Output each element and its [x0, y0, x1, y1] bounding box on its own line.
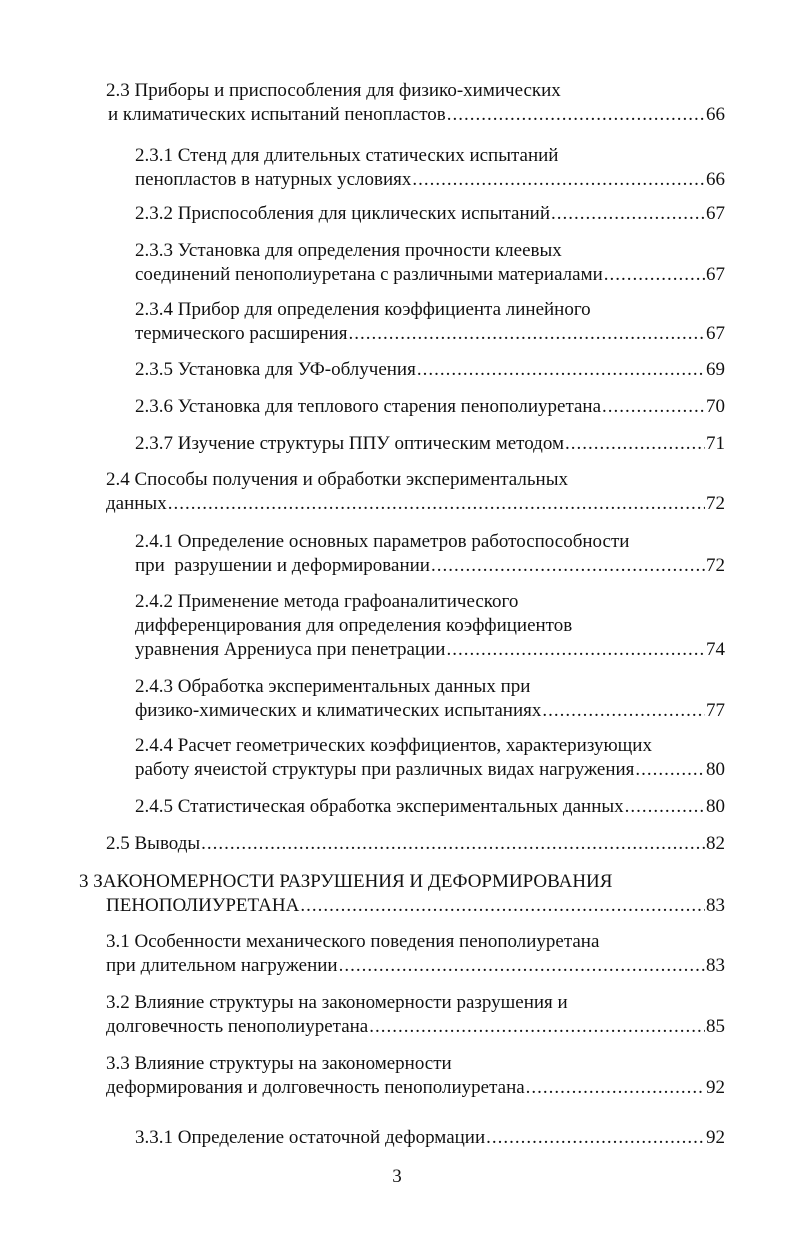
toc-page-number: 70: [706, 396, 725, 417]
toc-page-number: 69: [706, 359, 725, 380]
toc-entry-line: 2.3.5 Установка для УФ-облучения: [135, 359, 416, 380]
toc-entry-2-3-2[interactable]: [135, 202, 725, 226]
dot-leader: [447, 103, 705, 127]
toc-entry-line: 2.4 Способы получения и обработки экспериментальных: [106, 469, 568, 490]
dot-leader: [349, 322, 705, 346]
toc-entry-line: при длительном нагружении: [106, 955, 338, 976]
toc-entry-3-3-1[interactable]: [135, 1126, 725, 1150]
toc-page-number: 71: [706, 433, 725, 454]
toc-entry-3-3[interactable]: [106, 1052, 725, 1100]
toc-entry-line: 2.5 Выводы: [106, 833, 201, 854]
dot-leader: [412, 168, 705, 192]
toc-entry-line: 2.4.1 Определение основных параметров работоспособности: [135, 531, 630, 552]
toc-entry-2-4-2[interactable]: [135, 590, 725, 662]
toc-entry-line: термического расширения: [135, 323, 348, 344]
toc-entry-2-4[interactable]: [106, 468, 725, 516]
toc-entry-line: данных: [106, 493, 167, 514]
toc-entry-line: 2.3 Приборы и приспособления для физико-химических: [106, 80, 561, 101]
toc-entry-2-3-1[interactable]: [135, 144, 725, 192]
dot-leader: [201, 832, 705, 856]
dot-leader: [565, 432, 705, 456]
toc-page-number: 80: [706, 759, 725, 780]
toc-entry-line: 2.3.3 Установка для определения прочности клеевых: [135, 240, 562, 261]
toc-entry-2-4-1[interactable]: [135, 530, 725, 578]
toc-entry-2-5[interactable]: [106, 832, 725, 856]
toc-entry-2-4-4[interactable]: [135, 734, 725, 782]
dot-leader: [635, 758, 705, 782]
toc-entry-line: 2.3.6 Установка для теплового старения пенополиуретана: [135, 396, 602, 417]
toc-entry-2-4-5[interactable]: [135, 795, 725, 819]
toc-entry-3-2[interactable]: [106, 991, 725, 1039]
toc-entry-line: 3.3.1 Определение остаточной деформации: [135, 1127, 486, 1148]
toc-entry-line: работу ячеистой структуры при различных видах нагружения: [135, 759, 635, 780]
toc-page-number: 67: [706, 203, 725, 224]
toc-page-number: 66: [706, 169, 725, 190]
toc-page-number: 83: [706, 895, 725, 916]
toc-entry-line: и климатических испытаний пенопластов: [108, 104, 446, 125]
toc-entry-line: 2.3.2 Приспособления для циклических испытаний: [135, 203, 550, 224]
toc-page-number: 83: [706, 955, 725, 976]
dot-leader: [604, 263, 705, 287]
dot-leader: [602, 395, 705, 419]
toc-entry-line: 2.4.3 Обработка экспериментальных данных при: [135, 676, 531, 697]
toc-page-number: 67: [706, 323, 725, 344]
toc-entry-line: пенопластов в натурных условиях: [135, 169, 412, 190]
dot-leader: [369, 1015, 705, 1039]
dot-leader: [542, 699, 705, 723]
toc-page-number: 77: [706, 700, 725, 721]
toc-entry-line: ПЕНОПОЛИУРЕТАНА: [106, 895, 300, 916]
dot-leader: [486, 1126, 705, 1150]
toc-page-number: 92: [706, 1127, 725, 1148]
toc-page-number: 72: [706, 493, 725, 514]
dot-leader: [417, 358, 705, 382]
toc-entry-3-1[interactable]: [106, 930, 725, 978]
page-number: 3: [392, 1166, 402, 1187]
toc-entry-line: 3.1 Особенности механического поведения пенополиуретана: [106, 931, 600, 952]
dot-leader: [446, 638, 705, 662]
toc-entry-line: 2.4.4 Расчет геометрических коэффициентов, характеризующих: [135, 735, 652, 756]
toc-page-number: 92: [706, 1077, 725, 1098]
toc-page-number: 72: [706, 555, 725, 576]
dot-leader: [431, 554, 705, 578]
toc-entry-2-3-6[interactable]: [135, 395, 725, 419]
toc-page-number: 66: [706, 104, 725, 125]
toc-entry-2-3-4[interactable]: [135, 298, 725, 346]
toc-entry-line: 3.3 Влияние структуры на закономерности: [106, 1053, 452, 1074]
toc-entry-2-4-3[interactable]: [135, 675, 725, 723]
toc-entry-line: физико-химических и климатических испытаниях: [135, 700, 542, 721]
toc-entry-line: 2.3.4 Прибор для определения коэффициента линейного: [135, 299, 591, 320]
dot-leader: [168, 492, 705, 516]
dot-leader: [339, 954, 705, 978]
toc-entry-line: соединений пенополиуретана с различными материалами: [135, 264, 603, 285]
toc-page-number: 80: [706, 796, 725, 817]
toc-entry-line: деформирования и долговечность пенополиуретана: [106, 1077, 525, 1098]
toc-entry-line: долговечность пенополиуретана: [106, 1016, 369, 1037]
toc-page-number: 82: [706, 833, 725, 854]
toc-entry-line: уравнения Аррениуса при пенетрации: [135, 639, 446, 660]
toc-page-number: 74: [706, 639, 725, 660]
toc-entry-2-3-5[interactable]: [135, 358, 725, 382]
toc-entry-line: при разрушении и деформировании: [135, 555, 430, 576]
toc-entry-line: 2.4.5 Статистическая обработка экспериментальных данных: [135, 796, 624, 817]
toc-entry-chapter-3[interactable]: [79, 870, 725, 918]
toc-entry-line: 2.3.1 Стенд для длительных статических испытаний: [135, 145, 559, 166]
toc-page-number: 85: [706, 1016, 725, 1037]
toc-page-number: 67: [706, 264, 725, 285]
toc-entry-2-3[interactable]: [106, 79, 725, 127]
toc-entry-2-3-7[interactable]: [135, 432, 725, 456]
dot-leader: [551, 202, 705, 226]
dot-leader: [526, 1076, 705, 1100]
toc-entry-line: 2.3.7 Изучение структуры ППУ оптическим методом: [135, 433, 564, 454]
toc-entry-2-3-3[interactable]: [135, 239, 725, 287]
toc-entry-line: 3.2 Влияние структуры на закономерности разрушения и: [106, 992, 568, 1013]
dot-leader: [625, 795, 705, 819]
dot-leader: [300, 894, 705, 918]
toc-entry-line: 2.4.2 Применение метода графоаналитического: [135, 591, 519, 612]
toc-entry-line: 3 ЗАКОНОМЕРНОСТИ РАЗРУШЕНИЯ И ДЕФОРМИРОВАНИЯ: [79, 871, 613, 892]
toc-entry-line: дифференцирования для определения коэффициентов: [135, 615, 573, 636]
